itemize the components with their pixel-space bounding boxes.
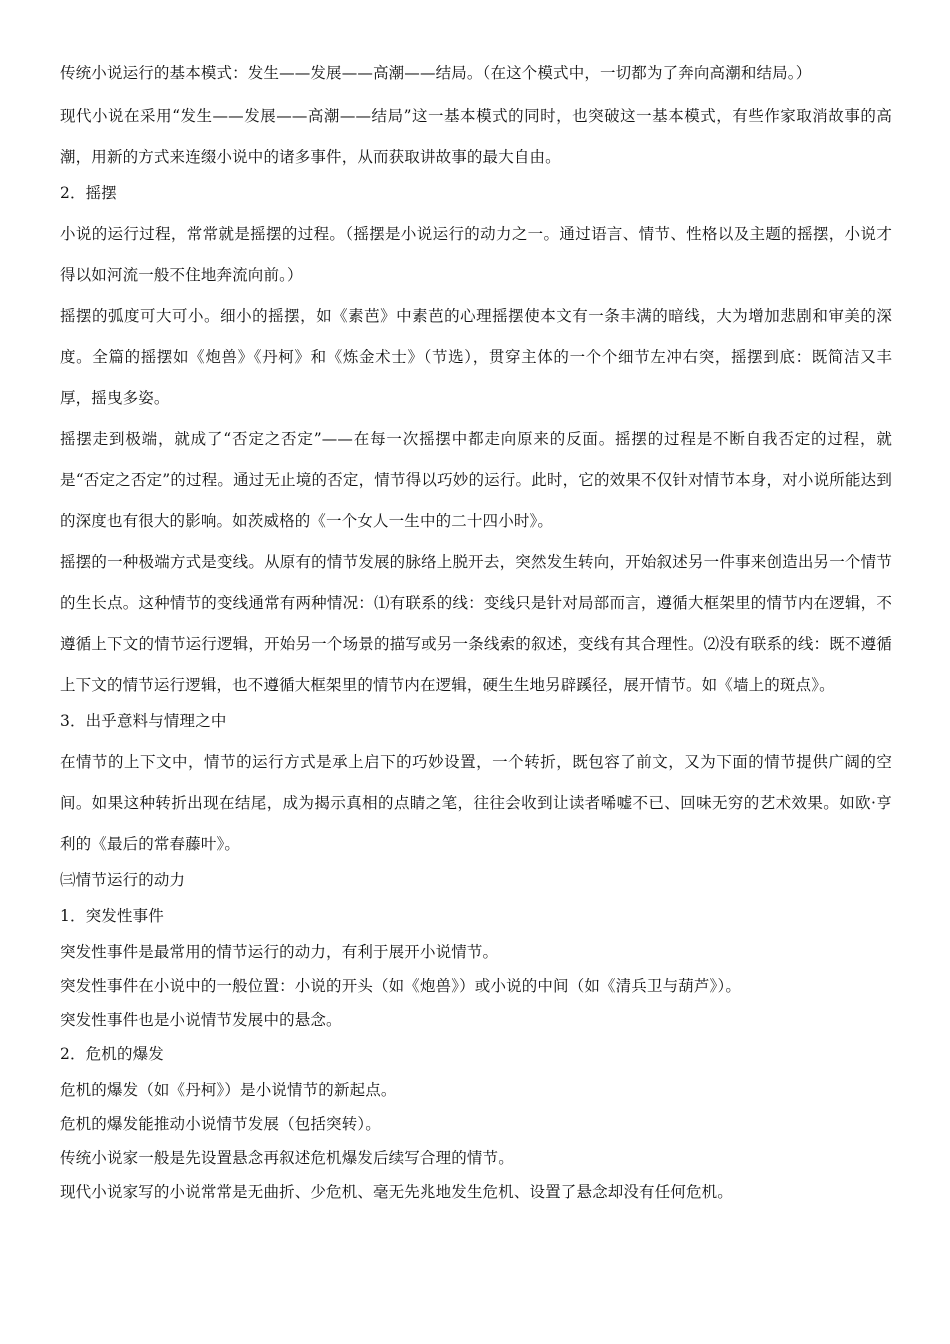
paragraph-modern-model: 现代小说在采用“发生——发展——高潮——结局”这一基本模式的同时，也突破这一基本模式，有些作家取消故事的高潮，用新的方式来连缀小说中的诸多事件，从而获取讲故事的最大自由。 (60, 107, 892, 166)
paragraph-swing-process: 小说的运行过程，常常就是摇摆的过程。（摇摆是小说运行的动力之一。通过语言、情节、性格以及主题的摇摆，小说才得以如河流一般不住地奔流向前。） (60, 225, 892, 284)
paragraph-swing-amplitude: 摇摆的弧度可大可小。细小的摇摆，如《素芭》中素芭的心理摇摆使本文有一条丰满的暗线，大为增加悲剧和审美的深度。全篇的摇摆如《炮兽》《丹柯》和《炼金术士》（节选），贯穿主体的一个个细节左冲右突，摇摆到底：既简洁又丰厚，摇曳多姿。 (60, 307, 892, 407)
paragraph-sudden-event-3: 突发性事件也是小说情节发展中的悬念。 (60, 1011, 342, 1029)
paragraph-crisis-4: 现代小说家写的小说常常是无曲折、少危机、毫无先兆地发生危机、设置了悬念却没有任何危机。 (60, 1183, 733, 1201)
section-heading-plot-driver: ㈢情节运行的动力 (60, 871, 186, 889)
paragraph-line-change: 摇摆的一种极端方式是变线。从原有的情节发展的脉络上脱开去，突然发生转向，开始叙述另一件事来创造出另一个情节的生长点。这种情节的变线通常有两种情况：⑴有联系的线：变线只是针对局部而言，遵循大框架里的情节内在逻辑，不遵循上下文的情节运行逻辑，开始另一个场景的描写或另一条线索的叙述，变线有其合理性。⑵没有联系的线：既不遵循上下文的情节运行逻辑，也不遵循大框架里的情节内在逻辑，硬生生地另辟蹊径，展开情节。如《墙上的斑点》。 (60, 553, 892, 694)
section-heading-unexpected: 3．出乎意料与情理之中 (60, 712, 227, 730)
paragraph-crisis-3: 传统小说家一般是先设置悬念再叙述危机爆发后续写合理的情节。 (60, 1149, 514, 1167)
section-heading-crisis: 2．危机的爆发 (60, 1045, 164, 1063)
paragraph-negation: 摇摆走到极端，就成了“否定之否定”——在每一次摇摆中都走向原来的反面。摇摆的过程是不断自我否定的过程，就是“否定之否定”的过程。通过无止境的否定，情节得以巧妙的运行。此时，它的效果不仅针对情节本身，对小说所能达到的深度也有很大的影响。如茨威格的《一个女人一生中的二十四小时》。 (60, 430, 892, 530)
paragraph-turning-point: 在情节的上下文中，情节的运行方式是承上启下的巧妙设置，一个转折，既包容了前文，又为下面的情节提供广阔的空间。如果这种转折出现在结尾，成为揭示真相的点睛之笔，往往会收到让读者唏嘘不已、回味无穷的艺术效果。如欧·亨利的《最后的常春藤叶》。 (60, 753, 892, 853)
paragraph-traditional-model: 传统小说运行的基本模式：发生——发展——高潮——结局。（在这个模式中，一切都为了奔向高潮和结局。） (60, 64, 812, 82)
section-heading-swing: 2．摇摆 (60, 184, 117, 202)
paragraph-sudden-event-2: 突发性事件在小说中的一般位置：小说的开头（如《炮兽》）或小说的中间（如《清兵卫与葫芦》）。 (60, 977, 742, 995)
paragraph-crisis-2: 危机的爆发能推动小说情节发展（包括突转）。 (60, 1115, 381, 1133)
document-body (60, 58, 892, 1211)
paragraph-sudden-event-1: 突发性事件是最常用的情节运行的动力，有利于展开小说情节。 (60, 943, 499, 961)
section-heading-sudden-event: 1．突发性事件 (60, 907, 164, 925)
paragraph-crisis-1: 危机的爆发（如《丹柯》）是小说情节的新起点。 (60, 1081, 397, 1099)
